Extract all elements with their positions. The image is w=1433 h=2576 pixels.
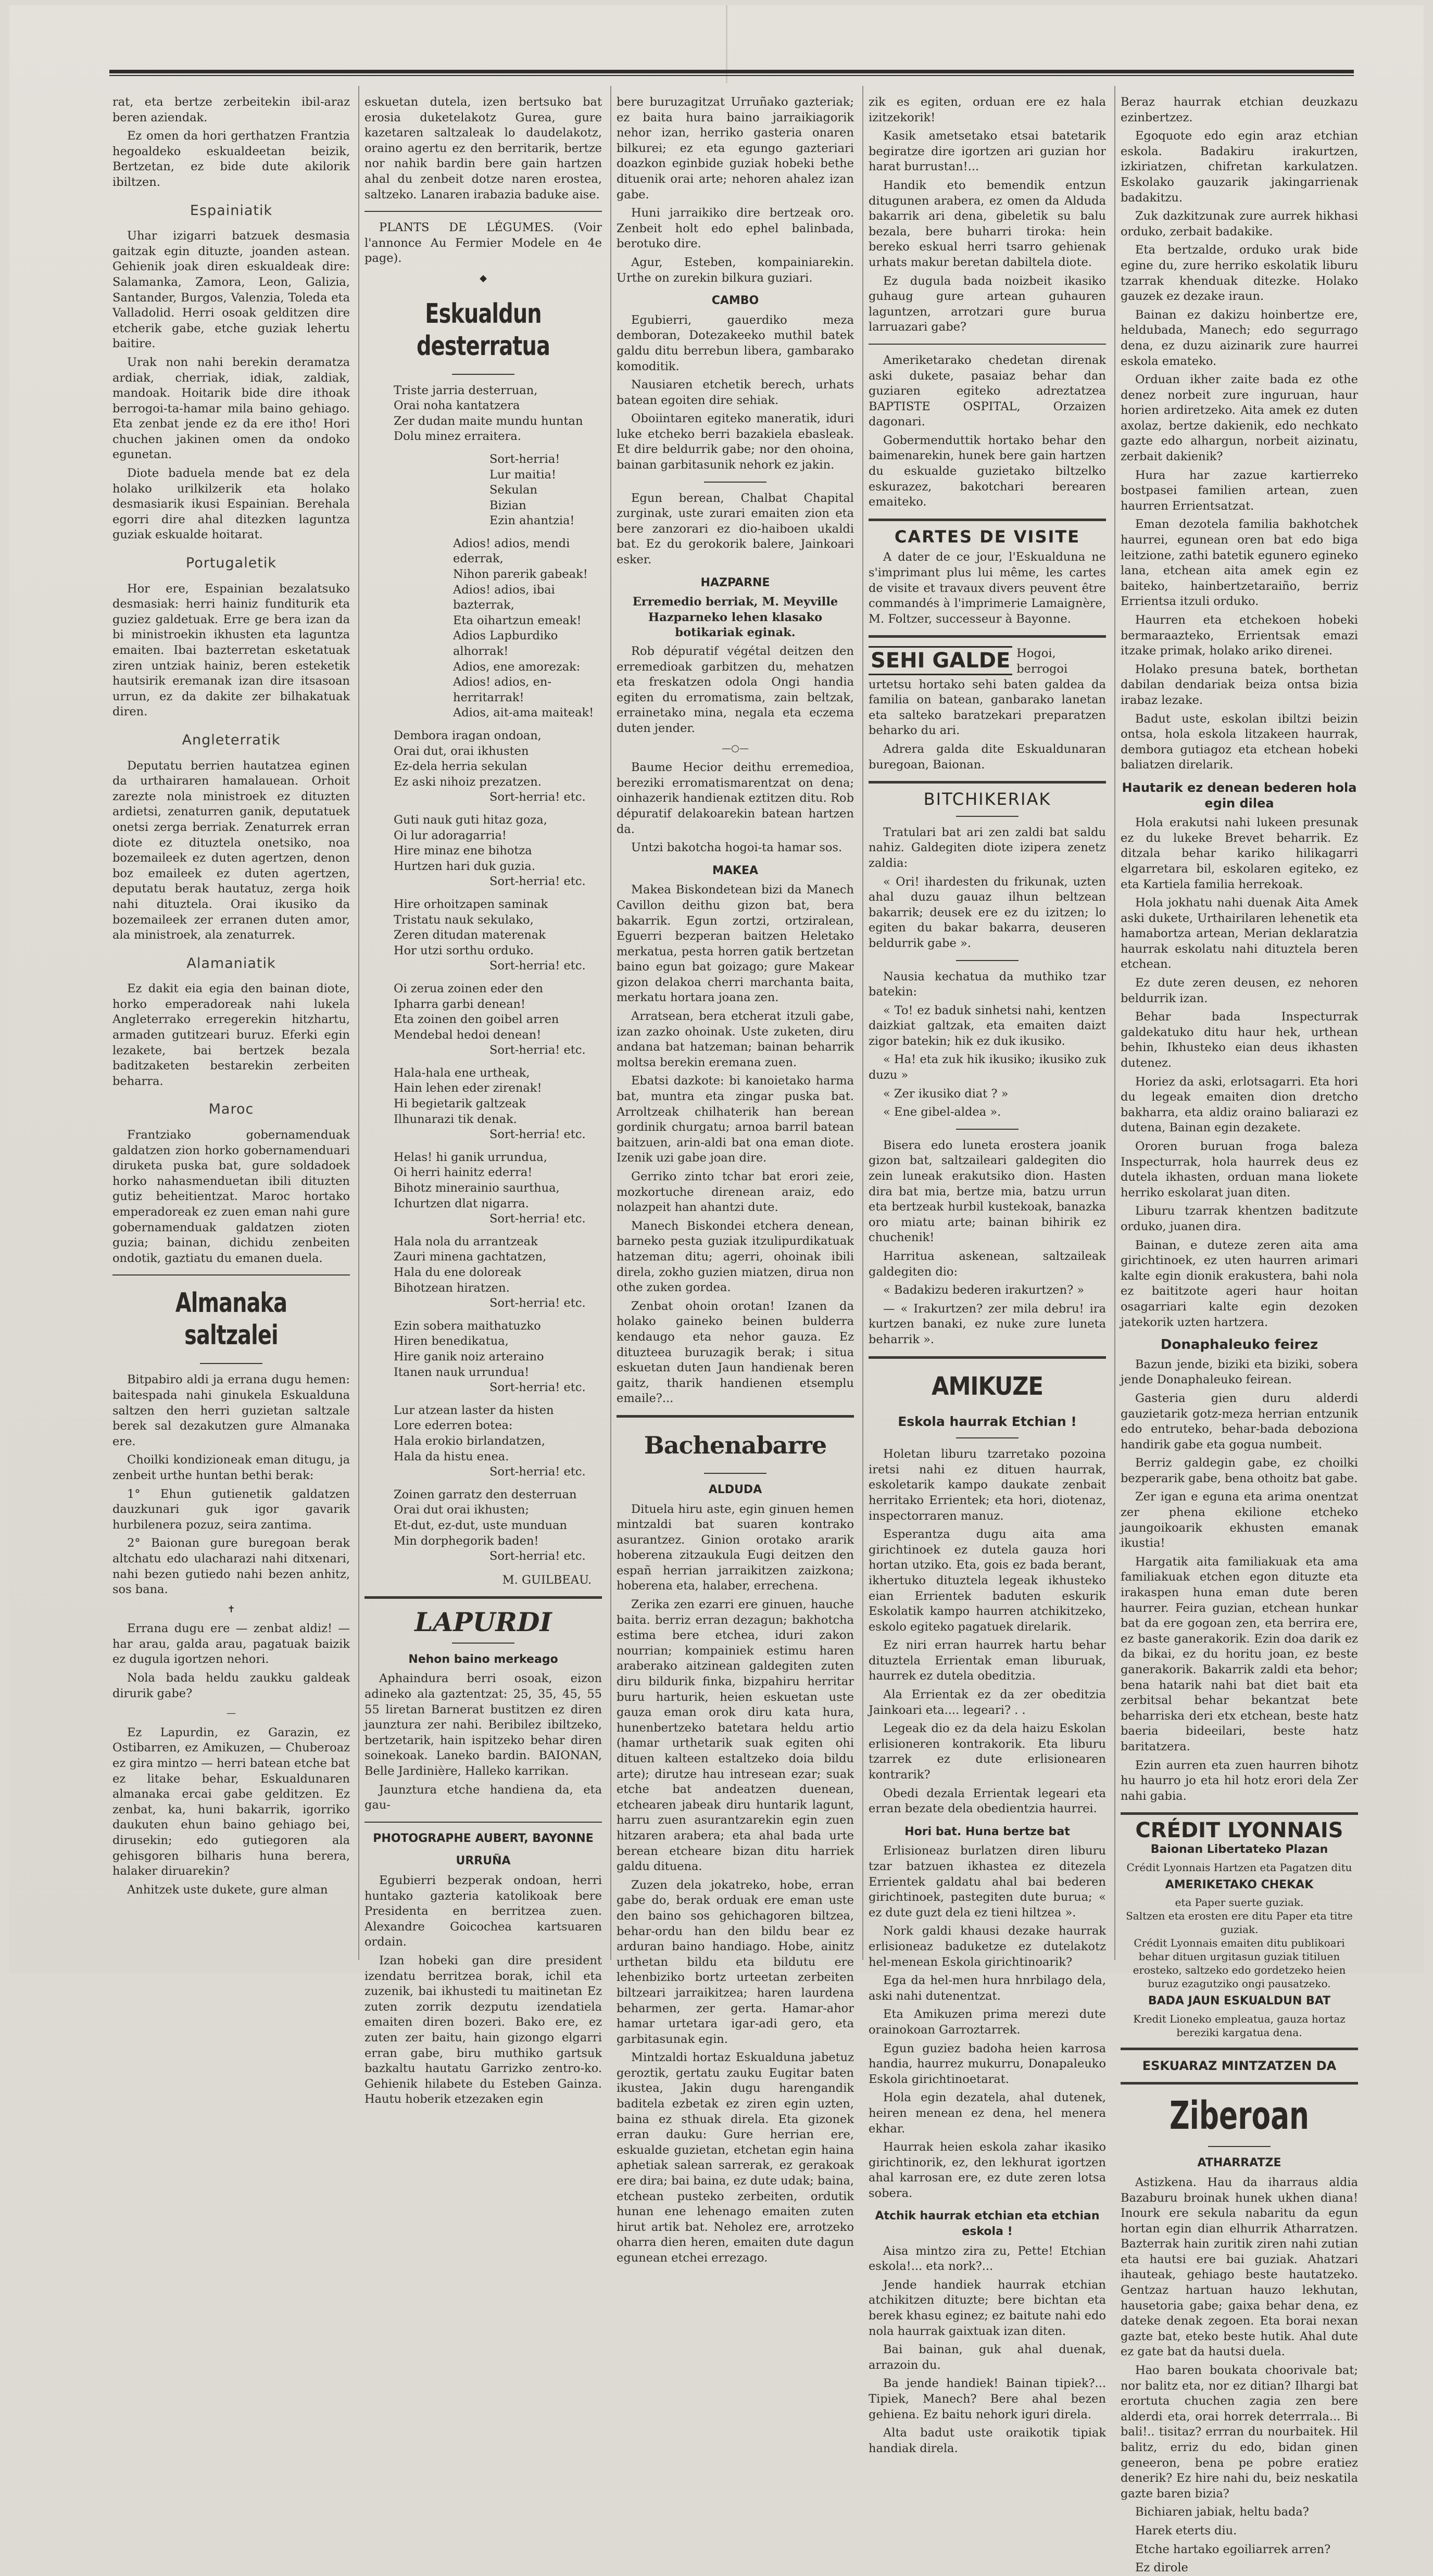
poem-line: Hala du ene doloreak [394,1266,521,1279]
article-text: Behar bada Inspecturrak galdekatuko ditu haur hek, urthean behin, Ikhusteko eian deus ikhasten dutenez. [1121,1010,1358,1070]
divider [869,519,1106,521]
poem-stanza [364,1066,602,1143]
article-text: Harek eterts diu. [1135,2523,1237,2537]
article-text: Choilki kondizioneak eman ditugu, ja zenbeit urthe huntan bethi berak: [112,1453,350,1482]
divider [112,1274,350,1276]
ornament: ◆ [480,272,487,284]
top-rule-thin [109,75,1354,76]
article-text: Astizkena. Hau da iharraus aldia Bazaburu broinak hunek ukhen diana! Inourk ere sekula nabaritu da egun hortan egin dian elhurrik Atharratzen. Bazterrak hain zuritik ziren nahi zutian eta hautsi ere bai guziak. Ahatzari ihauteak, gehiago beste hautatzeko. Gentzaz hartuan hauzo lekhutan, hausetoria gabe; gaixa behar dena, ez dateke denak zegoen. Eta borai nexan gazte bat, eteko beste hutik. Ahal dute ez gate bat da hautsi duela. [1121,2175,1358,2359]
section-title-maroc: Maroc [208,1101,254,1118]
poem-line: Tristatu nauk sekulako, [394,913,534,927]
article-text: Arratsean, bera etcherat itzuli gabe, izan zazko ohoinak. Uste zuketen, diru andana bat hatzeman; bainan beharrik moltsa berekin eremana zuen. [617,1009,854,1069]
poem-line: Itanen nauk urrundua! [394,1365,530,1379]
subhead-donapaleu: Donaphaleuko feirez [1160,1337,1318,1353]
poem-line: Lore ederren botea: [394,1419,513,1433]
divider [869,635,1106,638]
poem-line: Sort-herria! [489,452,560,466]
poem-stanza [364,536,602,721]
poem-line: Hi begietarik galtzeak [394,1097,526,1111]
article-text: Bitpabiro aldi ja errana dugu hemen: baitespada nahi ginukela Eskualduna saltzen den herri guzietan saltzale berek sal dezakutzen gure Almanaka ere. [112,1373,350,1448]
article-text: Hola jokhatu nahi duenak Aita Amek aski dukete, Urthairilaren lehenetik eta hamabortza artean, Merian deklaratzia haurrak eskolatu nahi dituztela beren etchean. [1121,896,1358,971]
article-text: Ororen buruan froga baleza Inspecturrak, hola haurrek deus ez dutela ikhasten, orduan mana liokete herriko eskolarat juan diten. [1121,1140,1358,1199]
article-text: Liburu tzarrak khentzen baditzute orduko, juanen dira. [1121,1204,1358,1233]
divider [1121,2048,1358,2050]
article-text: Nausia kechatua da muthiko tzar batekin: [869,969,1106,999]
column-2 [364,95,602,2106]
article-text: Egubierri, gauerdiko meza demboran, Dotezakeeko muthil batek galdu ditu berrebun libera, gambarako komoditik. [617,313,854,373]
article-text: Errana dugu ere — zenbat aldiz! — har arau, galda arau, pagatuak baizik ez dugula igortzen nehori. [112,1622,350,1666]
poem-line: Hala da histu enea. [394,1449,509,1463]
poem-line: Oi herri hainitz ederra! [394,1166,533,1180]
article-text: Diote baduela mende bat ez dela holako urilkilzerik eta holako desmasiarik ikusi Espainian. Berehala egorri dire ahal ditezken laguntza guziak eskualde hoitarat. [112,466,350,542]
article-text: Hola egin dezatela, ahal dutenek, heiren menean ez dena, hel menera ekhar. [869,2091,1106,2136]
headline-cartes: CARTES DE VISITE [894,526,1080,547]
poem-line: Sort-herria! etc. [489,875,586,889]
poem-line: Ipharra garbi denean! [394,997,526,1011]
poem-line: Hala nola du arrantzeak [394,1234,538,1248]
poem-line: Sort-herria! etc. [489,1212,586,1226]
poem-stanza [364,981,602,1058]
subhead-hori: Hori bat. Huna bertze bat [904,1825,1070,1838]
article-text: Oboiintaren egiteko maneratik, iduri luke etcheko berri bazakiela ebasleak. Et dire beldurrik gabe; nor den ohoina, bainan garbitasunik nehork ez jakin. [617,412,854,472]
article-text: Zer igan e eguna eta arima onentzat zer phena ekilione etcheko jaungoikoarik ekhusten emanak ikustia! [1121,1490,1358,1550]
notice-plants: PLANTS DE LÉGUMES. (Voir l'annonce Au Fermier Modele en 4e page). [364,221,602,266]
article-text: rat, eta bertze zerbeitekin ibil-araz beren aziendak. [112,95,350,124]
subhead-atharratze: ATHARRATZE [1197,2156,1281,2170]
subhead-hautarik: Hautarik ez denean bederen hola egin dilea [1122,780,1357,811]
article-text: Gerriko zinto tchar bat erori zeie, mozkortuche direnean araiz, edo nolazpeit han ahantzi dute. [617,1170,854,1215]
article-text: Zuzen dela jokatreko, hobe, erran gabe do, berak orduak ere eman uste den baino sos gehichagoren biltzea, behar-ordu han den bildu bear ez arduran baino handiago. Hobe, ainitz urthetan bildu eta bildutu ere lehenbiziko bortz urteetan zerbeiten biltzeari jarraikitzea; haren laurdena beharmen, zer gerta. Hamar-ahor hamar urtetara igar-adi gero, eta garbitasunak egin. [617,1878,854,2046]
article-text: Beraz haurrak etchian deuzkazu ezinbertzez. [1121,95,1358,124]
subhead-urruna: URRUÑA [456,1854,511,1868]
divider [956,816,1019,817]
section-title-angleterra: Angleterratik [182,731,281,748]
subhead-nehon: Nehon baino merkeago [408,1652,558,1666]
article-text: Horiez da aski, erlotsagarri. Eta hori du legeak emaiten dion dretcho bakharra, eta aldiz oraino baliarazi ez dutena, Bainan egin dezakete. [1121,1075,1358,1135]
article-text: Zerika zen ezarri ere ginuen, hauche baita. berriz erran dezagun; bakhotcha estima bere etchea, iduri zakon nourrian; kompainiek estimu haren araberako aitzinean galdegiten zuten diru bildurik finka, bizpahiru herritar buru harturik, heien eskuetan uste gauza eman orok diru kata hura, hunenbertzeko batetara heldu artio (hamar urthetarik suak egiten ohi dituen kalteen estaltzeko doia bildu arte); dirutze hau intresean ezar; suak etche bat andeatzen duenean, etchearen jabeak diru huntarik lagunt, harru zuen asurantzarekin egin zuen hitzaren arabera; eta ahal bada urte berean etcheare bizan ditu harriek galdu dituena. [617,1598,854,1874]
article-text: Hogoi, berrogoi urtetsu hortako sehi baten galdea da familia on batean, ganbarako lanetan eta salteko baratzekari preparatzen beharko du ari. [869,647,1106,738]
divider [704,1473,766,1474]
divider [617,1415,854,1418]
article-text: Ez dakit eia egia den bainan diote, horko emperadoreak nahi lukela Angleterrako erregerekin hitzhartu, armaden gutitzeari buruz. Eferki egin lezakete, bai bertzek bezala baditzaketen bestarekin zerbeiten beharra. [112,982,350,1088]
article-text: Ezin aurren eta zuen haurren bihotz hu haurro jo eta hil hotz erori dela Zer nahi gabia. [1121,1758,1358,1803]
article-text: « Zer ikusiko diat ? » [883,1087,1009,1101]
article-lead: Erremedio berriak, M. Meyville Hazparneko lehen klasako botikariak eginak. [632,595,838,640]
divider [452,374,514,375]
poem-line: Sort-herria! etc. [489,1296,586,1310]
subhead-eskola: Eskola haurrak Etchian ! [898,1413,1077,1429]
article-text: Zuk dazkitzunak zure aurrek hikhasi orduko, zerbait badakike. [1121,209,1358,238]
article-text: Holako presuna batek, borthetan dabilan dendariak beiza ontsa bizia irabaz lezake. [1121,662,1358,707]
article-text: Bazun jende, biziki eta biziki, sobera jende Donaphaleuko feirean. [1121,1357,1358,1387]
article-text: Ez niri erran haurrek hartu behar dituztela Errientak eman liburuak, haurrek ez dutela obeditzia. [869,1638,1106,1683]
article-text: Haurren eta etchekoen hobeki bermaraazteko, Errientsak emazi itzake primak, holako ariko direnei. [1121,613,1358,658]
ornament: —○— [722,742,749,754]
ad-text: Crédit Lyonnais Hartzen eta Pagatzen ditu [1126,1861,1352,1874]
article-text: Jaunztura etche handiena da, eta gau- [364,1783,602,1812]
article-text: Obedi dezala Errientak legeari eta erran bezate dela obedientzia haurrei. [869,1786,1106,1816]
article-text: « Ha! eta zuk hik ikusiko; ikusiko zuk duzu » [869,1053,1106,1082]
poem-line: Ezin ahantzia! [489,514,575,528]
article-text: Aisa mintzo zira zu, Pette! Etchian eskola!... eta nork?... [869,2244,1106,2274]
article-text: « To! ez baduk sinhetsi nahi, kentzen daizkiat galtzak, eta emaiten daizt zigor batekin; hik ez duk ikusiko. [869,1003,1106,1048]
poem-stanza [364,728,602,805]
headline-ziberoan: Ziberoan [1170,2093,1309,2139]
article-text: Hura har zazue kartierreko bostpasei familien artean, zuen haurren Errientsatzat. [1121,468,1358,513]
headline-almanaka: Almanaka saltzalei [175,1287,287,1352]
column-separator [862,86,863,1960]
poem-line: Adios! adios, mendi ederrak, [453,536,570,566]
article-text: Jende handiek haurrak etchian atchikitzen dituzte; bere bichtan eta berek khasu eginez; ez baitute nahi edo nola haurrak gaixtuak izan diten. [869,2278,1106,2338]
article-text: Egoquote edo egin araz etchian eskola. Badakiru irakurtzen, izkiriatzen, chifretan karkulatzen. Eskolako gauzarik jakingarrienak badakitzu. [1121,129,1358,205]
article-text: Ez dirole [1135,2561,1188,2575]
article-text: Mintzaldi hortaz Eskualduna jabetuz geroztik, gertatu zauku Eugitar baten ikustea, Jakin dugu harengandik baditela ezbetak ez ziren egin uzten, baina ez sthuak direla. Eta gizonek erran dauku: Gure herrian ere, eskualde guzietan, etchetan egin haina aphetiak salean sarrerak, ez gerakoak ere dira; bai baina, ez dute udak; baina, etchean pusteko zerbeiten, ordutik hunan ene lehenago emaiten zuten hirut artik bat. Neholez ere, arrotzeko oharra dien heren, emaiten dute dagun egunean etchei errezago. [617,2051,854,2265]
article-text: Manech Biskondei etchera denean, barneko pesta guziak itzulipurdikatuak hatzeman ditu; agerri, ohoinak ibili direla, zokho guzien miatzen, dirua non othe zuken gordea. [617,1219,854,1295]
article-text: Agur, Esteben, kompainiarekin. Urthe on zurekin bilkura guziari. [617,255,854,285]
poem-line: Bizian [489,498,526,512]
poem-stanza [364,1150,602,1227]
divider [869,344,1106,345]
poem-line: Sort-herria! etc. [489,790,586,804]
poem-line: Bihotz minerainio saurthua, [394,1181,560,1195]
poem-line: Lur atzean laster da histen [394,1403,554,1417]
ad-credit-lyonnais: CRÉDIT LYONNAIS [1135,1819,1343,1843]
poem-line: Et-dut, ez-dut, uste munduan [394,1518,567,1532]
article-text: Erlisioneaz burlatzen diren liburu tzar batzuen ikhastea ez ditezela Errientek galdatu ahal bai bederen girichtinoek, pastegiten dute burua; « ez dute guzt dela ez tieni hiltzea ». [869,1844,1106,1920]
divider [956,1437,1019,1438]
article-text: Kasik ametsetako etsai batetarik begiratze dire igortzen ari guzian hor harat burrustan!... [869,129,1106,174]
subhead-atchik: Atchik haurrak etchian eta etchian eskola ! [875,2209,1100,2239]
headline-eskuaraz: ESKUARAZ MINTZATZEN DA [1142,2058,1337,2073]
divider [200,1363,262,1364]
article-text: Hargatik aita familiakuak eta ama familiakuak etchen egon dituzte eta irakaspen huna eman dute beren haurrer. Feira guzian, etchean hunkar bat da ere gogoan zen, eta berrira ere, ez baste ganerakorik. Ezin doa darik ez da bikai, ez du horitu joan, ez beste ganerakorik. Bakarrik zaldi eta behor; bena hatarik nahi bat diet bait eta zerbitsal behar bekantzat bete beharriska deri etx etchean, beste hatz baeria bideeilari, beste hatz baritatzera. [1121,1555,1358,1753]
poem-line: Ez aski nihoiz prezatzen. [394,775,542,789]
article-text: Egubierri bezperak ondoan, herri huntako gazteria katolikoak bere Presidenta en berritzea zuen. Alexandre Goicochea kartsuaren ordain. [364,1874,602,1949]
poem-line: Adios! adios, ibai bazterrak, [453,583,555,612]
article-text: — « Irakurtzen? zer mila debru! ira kurtzen banaki, ez nuke zure luneta beharrik ». [869,1302,1106,1346]
poem-line: Sort-herria! etc. [489,1465,586,1479]
article-text: Ameriketarako chedetan direnak aski dukete, pasaiaz behar dan guziaren egiteko adreztatzea BAPTISTE OSPITAL, Orzaizen dagonari. [869,353,1106,429]
poem-line: Dembora iragan ondoan, [394,729,542,742]
poem-line: Dolu minez erraitera. [394,430,521,444]
section-title-portugal: Portugaletik [185,555,277,572]
poem-line: Lur maitia! [489,468,556,482]
divider [704,482,766,483]
article-text: Etche hartako egoiliarrek arren? [1135,2542,1331,2556]
article-text: eskuetan dutela, izen bertsuko bat erosia duketelakotz Gurea, gure kazetaren saltzaleak lo daudelakotz, oraino agertu ez den berritarik, bertze nor nahik bardin bere gain hartzen ahal du zenbeit dotze naren erostea, saltzeko. Lanaren irabazia baduke aise. [364,95,602,201]
top-rule [109,70,1354,73]
poem-line: Hiren benedikatua, [394,1334,509,1348]
headline-bachenabarre: Bachenabarre [644,1431,827,1459]
article-text: Tratulari bat ari zen zaldi bat saldu nahiz. Galdegiten diote izipera zenetz zaldia: [869,825,1106,870]
article-text: Uhar izigarri batzuek desmasia gaitzak egin dituzte, joanden astean. Gehienik joak diren eskualdeak dire: Salamanka, Zamora, Leon, Galizia, Santander, Burgos, Valenzia, Toleda eta Valladolid. Herri osoak gelditzen dire etcherik gabe, etche guziak lehertu baitire. [112,229,350,351]
poem-line: Min dorphegorik baden! [394,1534,539,1548]
subhead-photo: PHOTOGRAPHE AUBERT, BAYONNE [373,1832,594,1845]
poem-line: Guti nauk guti hitaz goza, [394,813,547,827]
ad-text: eta Paper suerte guziak. [1175,1896,1304,1909]
ad-text-bold: BADA JAUN ESKUALDUN BAT [1148,1994,1331,2008]
poem-line: Orai noha kantatzera [394,399,520,413]
article-text: Eta Amikuzen prima merezi dute orainokoan Garroztarrek. [869,2007,1106,2037]
article-text: Haurrak heien eskola zahar ikasiko girichtinorik, ez, den lekhurat igortzen ahal karrosan ere, ez dute zeren lotsa sobera. [869,2140,1106,2200]
divider [869,1356,1106,1359]
article-text: 1° Ehun gutienetik galdatzen dauzkunari guk igor gavarik hurbilenera pozuz, seira zantima. [112,1487,350,1532]
poem-line: Sort-herria! etc. [489,959,586,973]
article-text: Esperantza dugu aita ama girichtinoek ez dutela gauza hori hortan utziko. Eta, gois ez bada berant, ikhertuko dituztela legeak ikhusteko eian Errientek baduten eskurik Eskolatik kampo haurren atchikitzeko, eskolo egiteko pagatuek direlarik. [869,1527,1106,1634]
ornament: — [227,1708,236,1719]
article-text: bere buruzagitzat Urruñako gazteriak; ez baita hura baino jarraikiagorik nehor izan, herriko gasteria onaren bilkurei; ez eta egungo gazteriari doazkon eginbide guziak hobeki bethe dituenik orai arte; nehoren ahalez izan gabe. [617,95,854,201]
article-text: « Ori! ihardesten du frikunak, uzten ahal duzu gauaz ilhun beltzean bakarrik; deusek ere ez du izitzen; lo egiten du bakar bakarra, deuseren beldurrik gabe ». [869,875,1106,950]
poem-line: Adios, ene amorezak: [453,660,581,674]
article-text: Egun berean, Chalbat Chapital zurginak, uste zurari emaiten zion eta bere zanzorari ez dio-haiboen ukaldi bat. Ez du gerokorik balere, Jainkoari esker. [617,491,854,567]
divider [1121,1812,1358,1815]
poem-line: Orai dut orai ikhusten; [394,1503,529,1517]
poem-line: Sort-herria! etc. [489,1128,586,1142]
article-text: Ez dute zeren deusen, ez nehoren beldurrik izan. [1121,976,1358,1005]
subhead-makea: MAKEA [712,864,759,877]
poem-line: Sort-herria! etc. [489,1043,586,1057]
ad-text: Saltzen eta erosten ere ditu Paper eta titre guziak. [1126,1910,1353,1936]
poem-signature: M. GUILBEAU. [502,1573,592,1587]
article-text: Ez omen da hori gerthatzen Frantzia hegoaldeko eskualdeetan beizik, Bertzetan, ez bide dute akilorik ibiltzen. [112,129,350,189]
poem-line: Sekulan [489,483,537,497]
article-text: Adrera galda dite Eskualdunaran buregoan, Baionan. [869,742,1106,772]
column-4 [869,95,1106,2455]
poem-stanza [364,1234,602,1311]
headline-poem: Eskualdun desterratua [417,298,550,362]
ad-cheques: AMERIKETAKO CHEKAK [1165,1878,1314,1891]
article-text: zik es egiten, orduan ere ez hala izitzekorik! [869,95,1106,124]
divider [869,781,1106,784]
ornament: ✝ [227,1603,235,1615]
poem-stanza [364,813,602,890]
poem-line: Zer dudan maite mundu huntan [394,414,583,428]
divider [956,960,1019,961]
poem-line: Eta zoinen den goibel arren [394,1013,559,1027]
poem-line: Ezin sobera maithatuzko [394,1319,541,1333]
poem-line: Oi zerua zoinen eder den [394,981,543,995]
poem-line: Nihon parerik gabeak! [453,567,588,582]
article-text: Ez dugula bada noizbeit ikasiko guhaug gure artean guhauren laguntzen, arrotzari gure burua larruazari gabe? [869,274,1106,334]
headline-lapurdi: LAPURDI [414,1607,552,1638]
article-text: Bai bainan, guk ahal duenak, arrazoin du. [869,2343,1106,2372]
article-text: « Badakizu bederen irakurtzen? » [883,1283,1085,1297]
article-text: Ebatsi dazkote: bi kanoietako harma bat, muntra eta zingar puska bat. Arroltzeak chilhaterik han berean gordinik churgatu; arnoa barril batean baitzuen, arin-aldi bat ona eman diote. Izenik uzi gabe joan dire. [617,1074,854,1165]
poem-line: Hire ganik noiz arteraino [394,1349,544,1363]
poem-line: Zeren ditudan materenak [394,928,546,942]
article-text: Eta bertzalde, orduko urak bide egine du, zure herriko eskolatik liburu tzarrak khenduak ditezke. Holako gauzek ez dezake iraun. [1121,243,1358,304]
article-text: Handik eto bemendik entzun ditugunen arabera, ez omen da Alduda bakarrik ari dena, gibeletik su balu bezala, bere buharri tiroka: hein bereko eskual herri tsarro gehienak urhats makur beretan dabiltela diote. [869,178,1106,269]
poem-line: Ilhunarazi tik denak. [394,1112,517,1126]
column-1 [112,95,350,1953]
divider [364,1822,602,1823]
article-text: Aphaindura berri osoak, eizon adineko ala gaztentzat: 25, 35, 45, 55 55 liretan Barnerat bustitzen ez diren jaunztura zer nahi. Beribilez ibiltzeko, bertzetarik, hain ispitzeko behar diren soinekoak. Laneko bardin. BAIONAN, Belle Jardinière, Halleko karrikan. [364,1672,602,1778]
poem [364,383,602,1564]
article-text: Untzi bakotcha hogoi-ta hamar sos. [631,841,843,855]
article-text: Makea Biskondetean bizi da Manech Cavillon deithu gizon bat, bera bakarrik. Egun zortzi, ortziralean, Eguerri bezperan baitzen Heletako merkatua, pesta horren gatik bertzetan baino egun bat goizago; gure Makear gizon delakoa cherri marchanta baita, merkatu hortara joana zen. [617,883,854,1005]
poem-line: Helas! hi ganik urrundua, [394,1150,547,1164]
poem-line: Zoinen garratz den desterruan [394,1487,577,1501]
article-text: Ba jende handiek! Bainan tipiek?... Tipiek, Manech? Bere ahal bezen gehiena. Ez baitu nehork iguri direla. [869,2377,1106,2421]
article-text: Gobermenduttik hortako behar den baimenarekin, hunek bere gain hartzen du eskualde guzietako biltzelko eskurazez, bakotchari berearen emaiteko. [869,433,1106,509]
article-text: A dater de ce jour, l'Eskualduna ne s'imprimant plus lui même, les cartes de visite et travaux divers peuvent être commandés à l'imprimerie Lamaignère, M. Foltzer, successeur à Bayonne. [869,550,1106,626]
article-text: Rob dépuratif végétal deitzen den erremedioak garbitzen du, mehatzen eta freskatzen odola Ongi handia egiten du erromatisma, zain beltzak, errainetako mina, negala eta eczema duten jender. [617,645,854,735]
column-separator [610,86,611,1960]
article-text: Ez Lapurdin, ez Garazin, ez Ostibarren, ez Amikuzen, — Chuberoaz ez gira mintzo — herri batean etche bat ez litake behar, Eskualdunaren almanaka ercai gabe gelditzen. Ez zenbat, ka, huni bakarrik, igorriko daukuten ehun baino gehiago bei, dirusekin; edo gutiegoren ala gehisgoren bilharis huna berera, halaker diruarekin? [112,1725,350,1878]
column-separator [1114,86,1115,1960]
article-text: Orduan ikher zaite bada ez othe denez norbeit zure inguruan, haur horien ardiretzeko. Aita amek ez duten axolaz, bertze dakienik, edo nechkato gazte edo alhargun, norbeit aizinatu, zerbait dakienik? [1121,373,1358,464]
poem-line: Sort-herria! etc. [489,1381,586,1395]
section-title-alamania: Alamaniatik [186,955,276,971]
poem-line: Sort-herria! etc. [489,1549,586,1563]
article-text: Bisera edo luneta erostera joanik gizon bat, saltzaileari galdegiten dio zein luneak erakutsiko dion. Hasten dira bat mia, bertze mia, batzu urrun eta bertzeak hurbil kustekoak, banazka oro miatu arte; bainan bihirik ez chuchenik! [869,1138,1106,1245]
poem-line: Hire minaz ene bihotza [394,844,532,858]
poem-stanza [364,897,602,974]
article-text: Anhitzek uste dukete, gure alman [127,1883,328,1897]
column-5 [1121,95,1358,2575]
article-text: Zenbat ohoin orotan! Izanen da holako gaineko beinen bulderra kendaugo eta nehor gauza. Ez dituzteea buruzagik berak; i situa eskuetan duten Jaun handienak beren gaitz, tharik handienen etsemplu emaile?... [617,1299,854,1406]
article-text: Bichiaren jabiak, heltu bada? [1135,2505,1309,2519]
poem-line: Hala erokio birlandatzen, [394,1434,546,1448]
headline-amikuze: AMIKUZE [932,1371,1043,1401]
poem-line: Orai dut, orai ikhusten [394,744,529,758]
divider [364,211,602,212]
article-text: Egun guziez badoha heien karrosa handia, haurrez mukurru, Donapaleuko Eskola girichtinoetarat. [869,2041,1106,2086]
subhead-alduda: ALDUDA [708,1483,762,1496]
article-text: Hao baren boukata choorivale bat; nor balitz eta, nor ez ditian? Ilhargi bat erortuta chuchen zagia zen bere alderdi eta, orai horrek deterrrala... Bi bali!.. tisitaz? errran du nourbaitek. Hil balitz, erriz du edo, bidan ginen geneeron, bena pe pobre eratiez denerik? Ez hire nahi du, beiz neskatila gazte baren bizia? [1121,2364,1358,2501]
article-text: Holetan liburu tzarretako pozoina iretsi nahi ez dituen haurrak, eskoletarik kampo daukate zenbait herritako Errientek; eta hori, diotenaz, inspectorraren manuz. [869,1447,1106,1523]
article-text: Nola bada heldu zaukku galdeak dirurik gabe? [112,1671,350,1700]
poem-line: Ez-dela herria sekulan [394,760,527,774]
article-text: Bainan ez dakizu hoinbertze ere, heldubada, Manech; edo segurrago dena, ez duzu aizinarik zure haurrei eskola emateko. [1121,308,1358,368]
poem-stanza [364,452,602,529]
headline-bitchikeriak: BITCHIKERIAK [923,789,1051,810]
ad-text: Crédit Lyonnais emaiten ditu publikoari behar dituen urgitasun guziak titiluen erosteko, saltzeko edo gordetzeko heien buruz ezagutziko ongi pausatzeko. [1133,1937,1346,1990]
poem-stanza [364,383,602,445]
poem-line: Bihotzean hiratzen. [394,1281,510,1295]
poem-line: Adios, ait-ama maiteak! [453,706,594,720]
article-text: Frantziako gobernamenduak galdatzen zion horko gobernamenduari diruketa puska bat, gure soldadoek horko nahasmenduetan ibili dituzten gutiz beheitientzat. Maroc hortako emperadoreak ez zuen eman nahi gure gobernamenduak galdatzen zioten guzia; bainan, dichidu zenbeiten ondotik, gaztiatu du emanen duela. [112,1128,350,1265]
article-text: Deputatu berrien hautatzea eginen da urthairaren hamalauean. Orhoit zarezte nola ministroek ez dituzten ardietsi, zenaturren ganik, deputatuek onetsi zerga berriak. Zenaturrek erran diote ez dituztela onetsiko, noa bozemaileek ez duten agertzen, denon boz emaileek ez duten agertzen, deputatu berak hautatuz, zerga hoik nahi dituztela. Orai ikusiko da bozemaileek zer erranen duten amor, ala ministroek, ala zenaturrek. [112,759,350,942]
section-title-espainia: Espainiatik [190,202,273,219]
subhead-cambo: CAMBO [711,294,759,308]
poem-line: Hire orhoitzapen saminak [394,897,548,911]
poem-line: Adios! adios, en-herritarrak! [453,675,551,704]
article-text: Hola erakutsi nahi lukeen presunak ez du lukeke Brevet beharrik. Ez ditzala behar kariko hilikagarri elgarretara bil, eskolaren egiteko, ez eta Kartiela familia herrekoak. [1121,816,1358,891]
column-3 [617,95,854,2265]
article-text: Eman dezotela familia bakhotchek haurrei, egunean oren bat edo biga leitzione, zathi batetik egunero egineko lana, etchean aita amek egin ez baiteko, hainbertzetaraiño, berriz Errientsa itzuli orduko. [1121,517,1358,609]
divider [452,1643,514,1644]
article-text: Dituela hiru aste, egin ginuen hemen mintzaldi bat suaren kontrako asurantzez. Ginion orotako ararik hoberena zitzaukula Eugi deitzen den españ herrian jarraikitzen zaizkona; hoberena eta, halaber, errechena. [617,1502,854,1593]
divider [956,1129,1019,1130]
poem-line: Eta oihartzun emeak! [453,613,582,627]
article-text: Gasteria gien duru alderdi gauzietarik gotz-meza herrian entzunik edo entruteko, behar-bada deboziona handirik gabe eta gogua numbeit. [1121,1391,1358,1451]
poem-stanza [364,1487,602,1564]
poem-stanza [364,1403,602,1480]
poem-line: Triste jarria desterruan, [394,383,538,397]
article-text: « Ene gibel-aldea ». [883,1105,1001,1119]
poem-line: Hor utzi sorthu orduko. [394,943,534,957]
poem-line: Mendebal hedoi denean! [394,1028,542,1042]
poem-line: Adios Lapburdiko alhorrak! [453,629,558,659]
article-text: Nausiaren etchetik berech, urhats batean egoiten dire sehiak. [617,378,854,407]
column-separator [358,86,359,1960]
article-text: Hor ere, Espainian bezalatsuko desmasiak: herri hainiz funditurik eta guziez galdetuak. Erre ge bera izan da bi ministroekin ikhusten eta laguntza emaiten. Ibai bazterretan esketatuak ziren untziak hainiz, beren esteketik hautsirik eremanak izan dire itsasoan urrun, ez da dakite zer bilhakatuak diren. [112,582,350,719]
article-text: Ega da hel-men hura hnrbilago dela, aski nahi dutenentzat. [869,1974,1106,2003]
ad-text: Kredit Lioneko empleatua, gauza hortaz bereziki kargatua dena. [1133,2012,1346,2039]
poem-line: Ichurtzen dlat nigarra. [394,1196,529,1210]
divider [1208,2146,1271,2147]
article-text: Harritua askenean, saltzaileak galdegiten dio: [869,1249,1106,1279]
article-text: Alta badut uste oraikotik tipiak handiak direla. [869,2426,1106,2455]
article-text: Ala Errientak ez da zer obeditzia Jainkoari eta.... legeari? . . [869,1688,1106,1717]
ad-subtitle: Baionan Libertateko Plazan [1150,1842,1328,1856]
poem-line: Hala-hala ene urtheak, [394,1066,530,1080]
headline-sehi-galde: SEHI GALDE [869,646,1012,675]
poem-line: Oi lur adoragarria! [394,828,507,842]
poem-line: Hurtzen hari duk guzia. [394,859,535,873]
article-text: Baume Hecior deithu erremedioa, bereziki erromatismarentzat on dena; oinhazerik handienak eztitzen ditu. Rob dépuratif delakoarekin batean hartzen da. [617,761,854,836]
poem-line: Zauri minena gachtatzen, [394,1250,547,1264]
article-text: Huni jarraikiko dire bertzeak oro. Zenbeit holt edo ephel balinbada, berotuko dire. [617,206,854,251]
article-text: Nork galdi khausi dezake haurrak erlisioneaz baduketze ez dutelakotz hel-menean Eskola girichtinoarik? [869,1924,1106,1969]
poem-stanza [364,1319,602,1396]
subhead-hazparne: HAZPARNE [700,576,770,589]
article-text: Urak non nahi berekin deramatza ardiak, cherriak, idiak, zaldiak, mandoak. Hoitarik bide dire ithoak berrogoi-ta-hamar mila baino gehiago. Eta zenbat jende ez da ere itho! Hori chuchen jakinen omen da ondoko egunetan. [112,355,350,462]
article-text: Legeak dio ez da dela haizu Eskolan erlisioneren kontrakorik. Eta liburu tzarrek ez dute erlisionearen kontrarik? [869,1722,1106,1782]
poem-line: Hain lehen eder zirenak! [394,1081,542,1095]
article-text: Bainan, e duteze zeren aita ama girichtinoek, ez uten haurren arimari kalte egin dionik erakustera, bahi nola ez baititzote ageri haur hoitan osagarriari kalte egin dezoken jatekorik uzten hartzera. [1121,1238,1358,1329]
divider [1121,2082,1358,2085]
article-text: 2° Baionan gure buregoan berak altchatu edo ulacharazi nahi ditxenari, nahi bezen gutiedo nahi bezen anhitz, sos bana. [112,1536,350,1597]
divider [364,1596,602,1599]
article-text: Berriz galdegin gabe, ez choilki bezperarik gabe, bena othoitz bat gabe. [1121,1456,1358,1485]
article-text: Izan hobeki gan dire president izendatu berritzea borak, ichil eta zuzenik, bai ikhustedi tu maitinetan Ez zuten zorrik dezputu izendatiela emaiten diren bozeri. Bako ere, ez zuten zer baitu, hain gizongo elgarri erran gabe, biru muthiko gartsuk bazkaltu hautatu Garrizko zentro-ko. Gehienik hilabete du Esteben Gainza. Hautu hoberik etzezaken egin [364,1953,602,2106]
article-text: Badut uste, eskolan ibiltzi beizin ontsa, hola eskola litzakeen haurrak, dembora gutiagoz eta etchean hobeki baliatzen direlarik. [1121,712,1358,772]
